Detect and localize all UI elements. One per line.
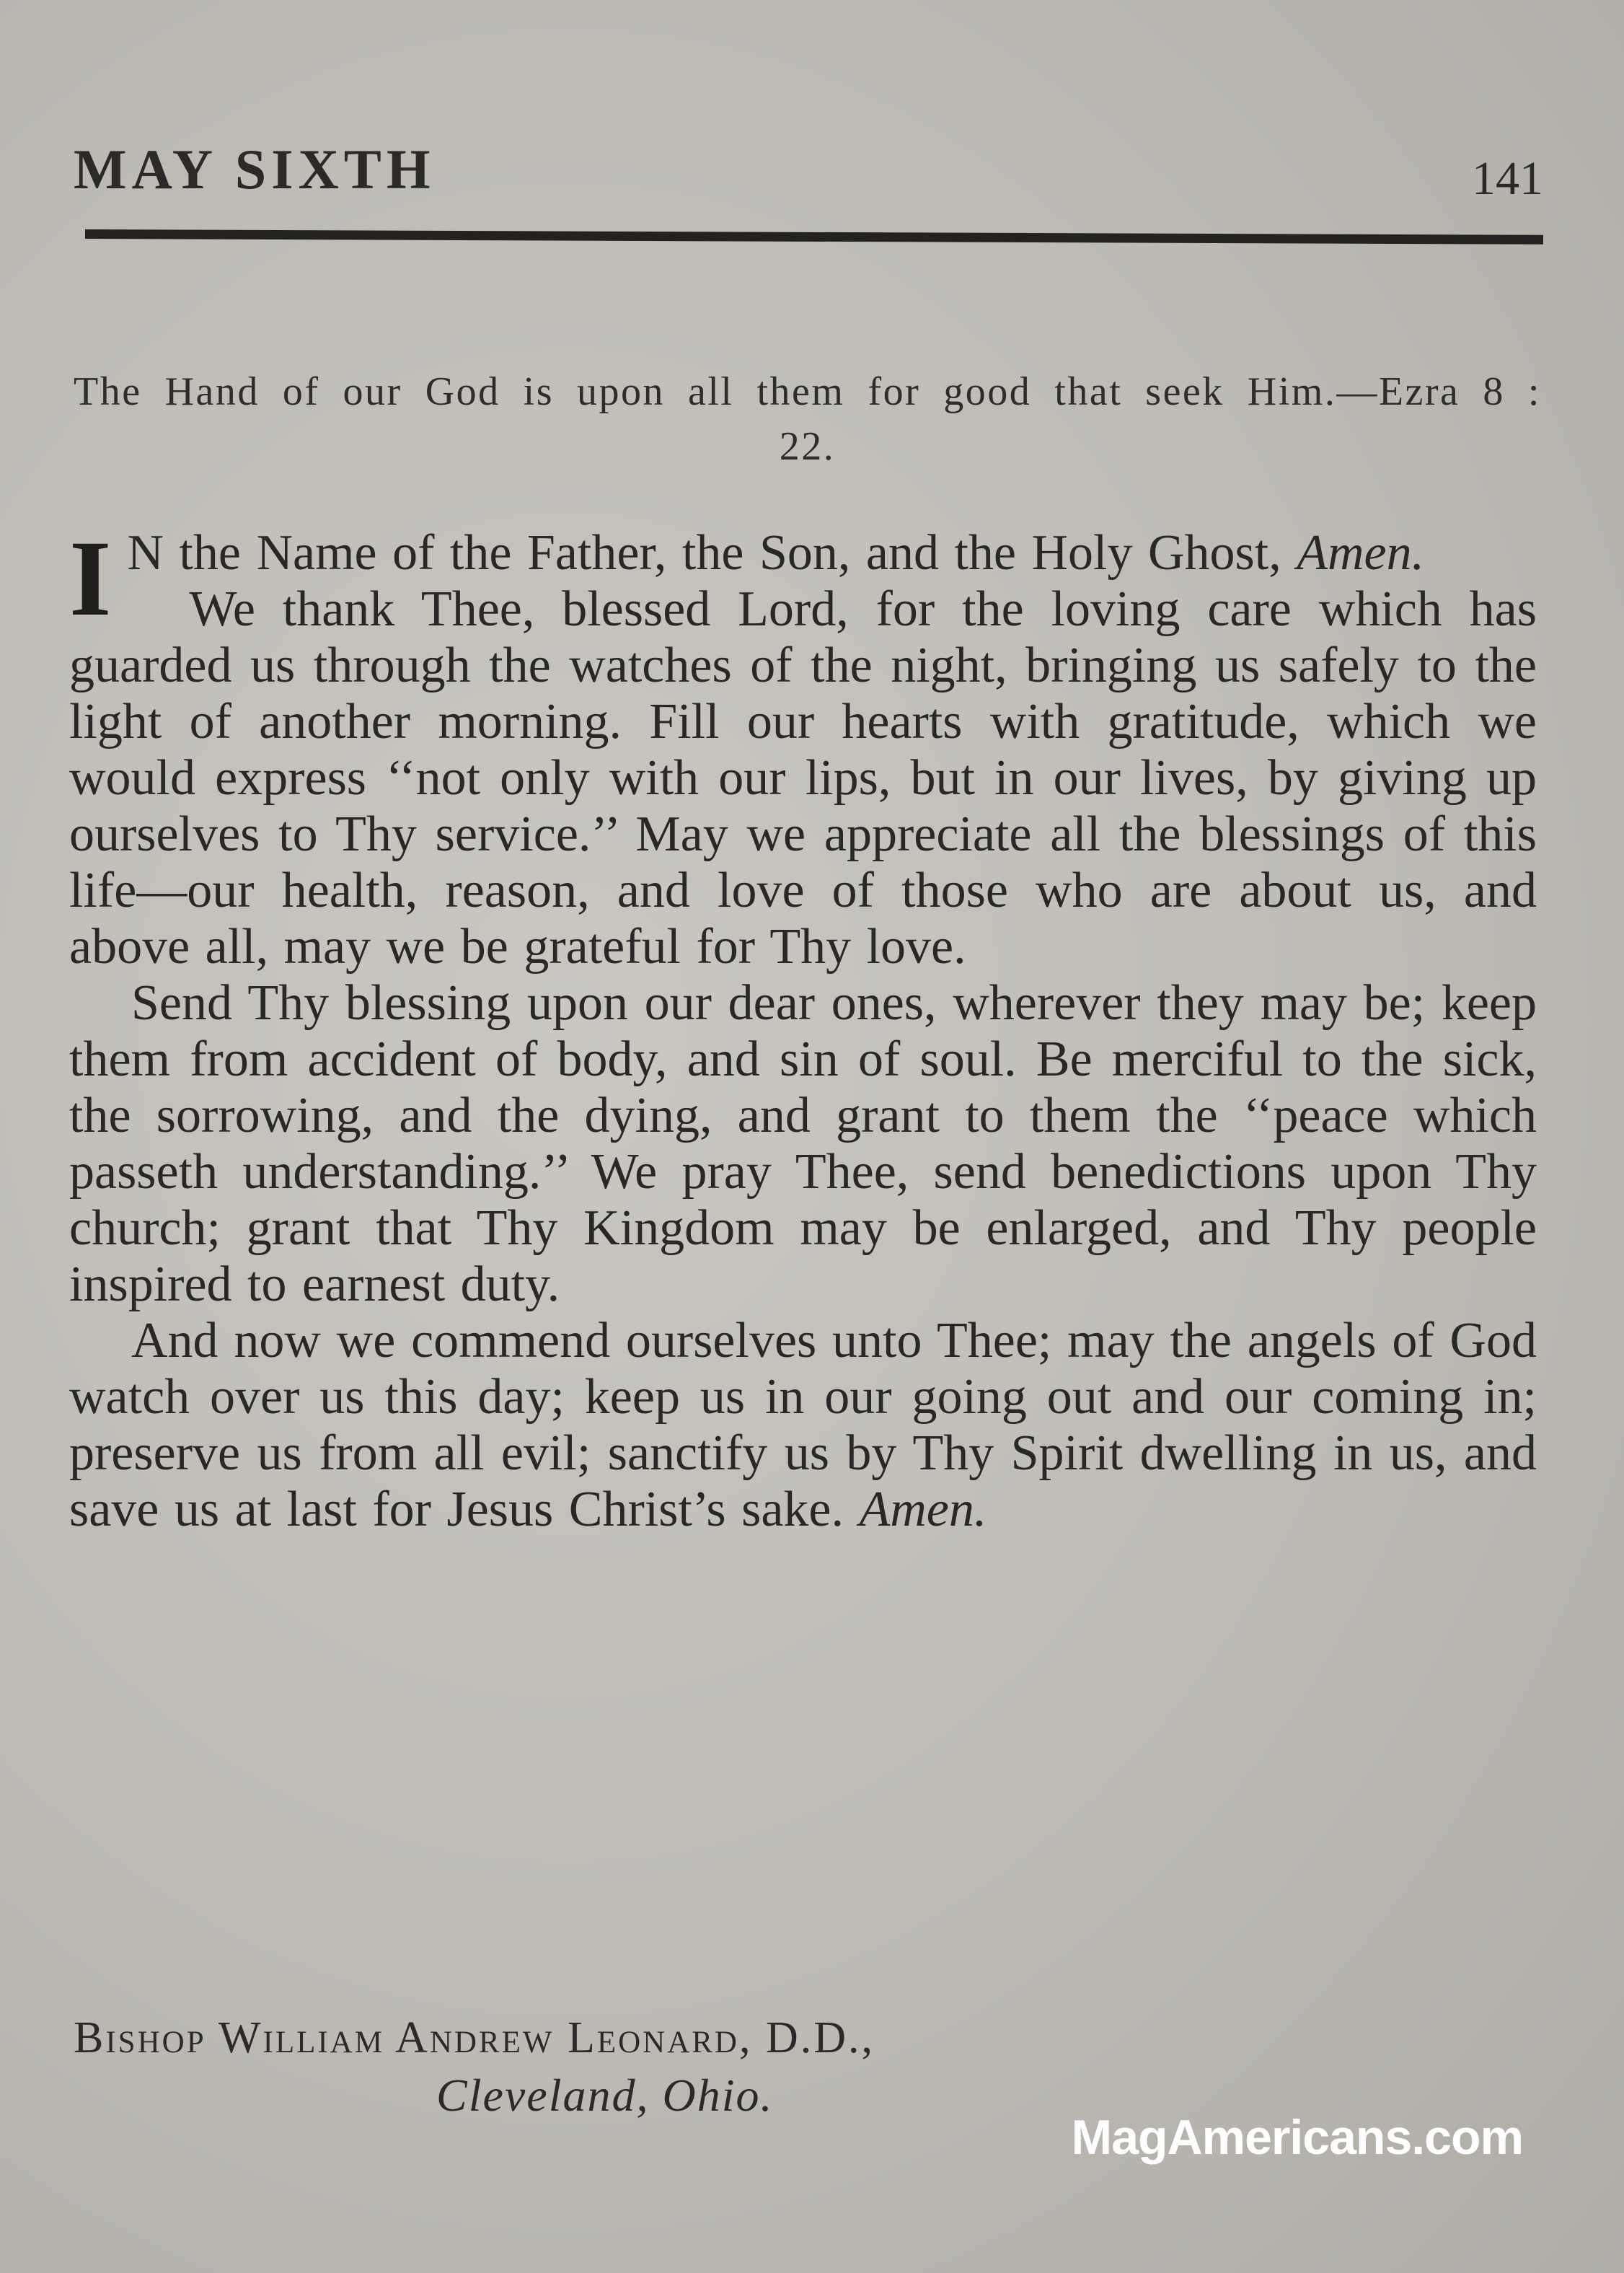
watermark: MagAmericans.com xyxy=(1071,2110,1523,2165)
page-number: 141 xyxy=(1472,152,1543,205)
prayer-paragraph: Send Thy blessing upon our dear ones, wherever they may be; keep them from accident of body, and sin of soul. Be merciful to the sick, the sorrowing, and the dying, and grant to them the ‘‘peace which passeth understanding.’’ We pray Thee, send benedictions upon Thy church; grant that Thy Kingdom may be enlarged, and Thy people inspired to earnest duty. xyxy=(69,975,1537,1312)
drop-cap: I xyxy=(69,519,112,638)
header-rule xyxy=(85,229,1543,245)
page-header-title: MAY SIXTH xyxy=(74,138,436,201)
scripture-epigraph: The Hand of our God is upon all them for good that seek Him.—Ezra 8 : 22. xyxy=(74,369,1541,469)
prayer-opening-text: N the Name of the Father, the Son, and the Holy Ghost, xyxy=(127,525,1281,581)
prayer-closing-paragraph xyxy=(69,1313,1537,1538)
prayer-paragraph: We thank Thee, blessed Lord, for the loving care which has guarded us through the watches of the night, bringing us safely to the light of another morning. Fill our hearts with gratitude, which we would express ‘‘not only with our lips, but in our lives, by giving up ourselves to Thy service.’’ May we appreciate all the blessings of this life—our health, reason, and love of those who are about us, and above all, may we be grateful for Thy love. xyxy=(69,581,1537,975)
author-location: Cleveland, Ohio. xyxy=(436,2070,774,2121)
author-attribution: Bishop William Andrew Leonard, D.D., xyxy=(74,2013,875,2062)
opening-amen: Amen. xyxy=(1297,525,1425,581)
prayer-closing-text: And now we commend ourselves unto Thee; may the angels of God watch over us this day; keep us in our going out and our coming in; preserve us from all evil; sanctify us by Thy Spirit dwelling in us, and save us at last for Jesus Christ’s sake. xyxy=(69,1313,1537,1537)
prayer-body xyxy=(69,519,1537,1538)
prayer-opening-paragraph xyxy=(69,519,1537,638)
closing-amen: Amen. xyxy=(859,1482,987,1537)
